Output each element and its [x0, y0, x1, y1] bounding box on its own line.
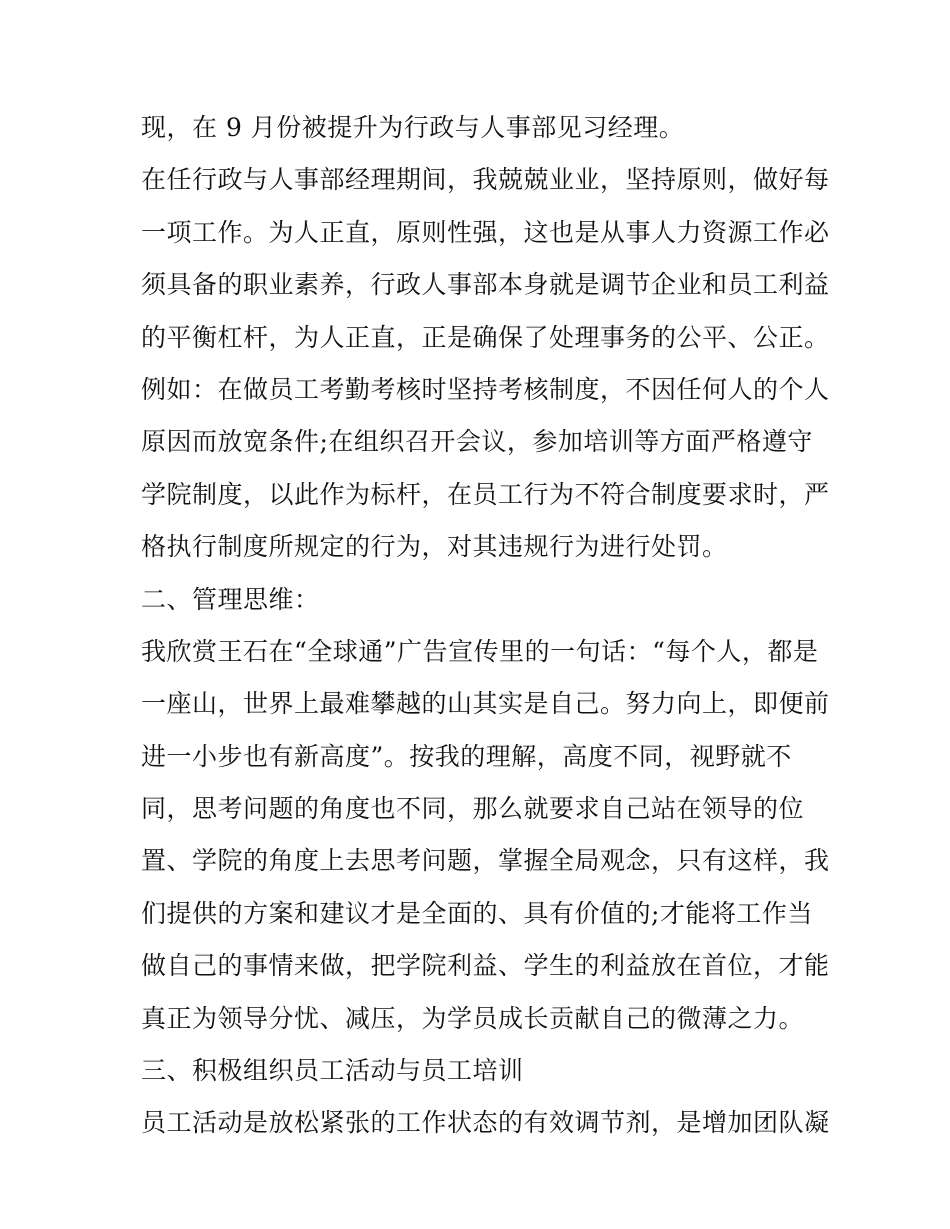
text-line: 原因而放宽条件;在组织召开会议，参加培训等方面严格遵守 — [141, 427, 813, 457]
section-heading: 三、积极组织员工活动与员工培训 — [141, 1056, 524, 1086]
text-line: 进一小步也有新高度”。按我的理解，高度不同，视野就不 — [141, 741, 792, 771]
text-line: 同，思考问题的角度也不同，那么就要求自己站在领导的位 — [141, 794, 805, 824]
text-line: 置、学院的角度上去思考问题，掌握全局观念，只有这样，我 — [141, 846, 830, 876]
text-line: 例如：在做员工考勤考核时坚持考核制度，不因任何人的个人 — [141, 374, 830, 404]
text-line: 学院制度，以此作为标杆，在员工行为不符合制度要求时，严 — [141, 479, 830, 509]
text-line: 须具备的职业素养，行政人事部本身就是调节企业和员工利益 — [141, 270, 830, 300]
section-heading: 二、管理思维： — [141, 584, 320, 614]
text-line: 一项工作。为人正直，原则性强，这也是从事人力资源工作必 — [141, 217, 830, 247]
text-line: 们提供的方案和建议才是全面的、具有价值的;才能将工作当 — [141, 898, 813, 928]
text-line: 一座山，世界上最难攀越的山其实是自己。努力向上，即便前 — [141, 689, 830, 719]
text-line: 现，在 9 月份被提升为行政与人事部见习经理。 — [141, 113, 685, 142]
text-line: 格执行制度所规定的行为，对其违规行为进行处罚。 — [141, 532, 728, 562]
text-line: 的平衡杠杆，为人正直，正是确保了处理事务的公平、公正。 — [141, 322, 830, 352]
text-line: 真正为领导分忧、减压，为学员成长贡献自己的微薄之力。 — [141, 1003, 805, 1033]
text-line: 我欣赏王石在“全球通”广告宣传里的一句话：“每个人，都是 — [141, 636, 819, 666]
text-line: 员工活动是放松紧张的工作状态的有效调节剂，是增加团队凝 — [141, 1108, 830, 1138]
text-line: 在任行政与人事部经理期间，我兢兢业业，坚持原则，做好每 — [141, 165, 830, 195]
document-body — [141, 108, 830, 1156]
text-line: 做自己的事情来做，把学院利益、学生的利益放在首位，才能 — [141, 951, 830, 981]
